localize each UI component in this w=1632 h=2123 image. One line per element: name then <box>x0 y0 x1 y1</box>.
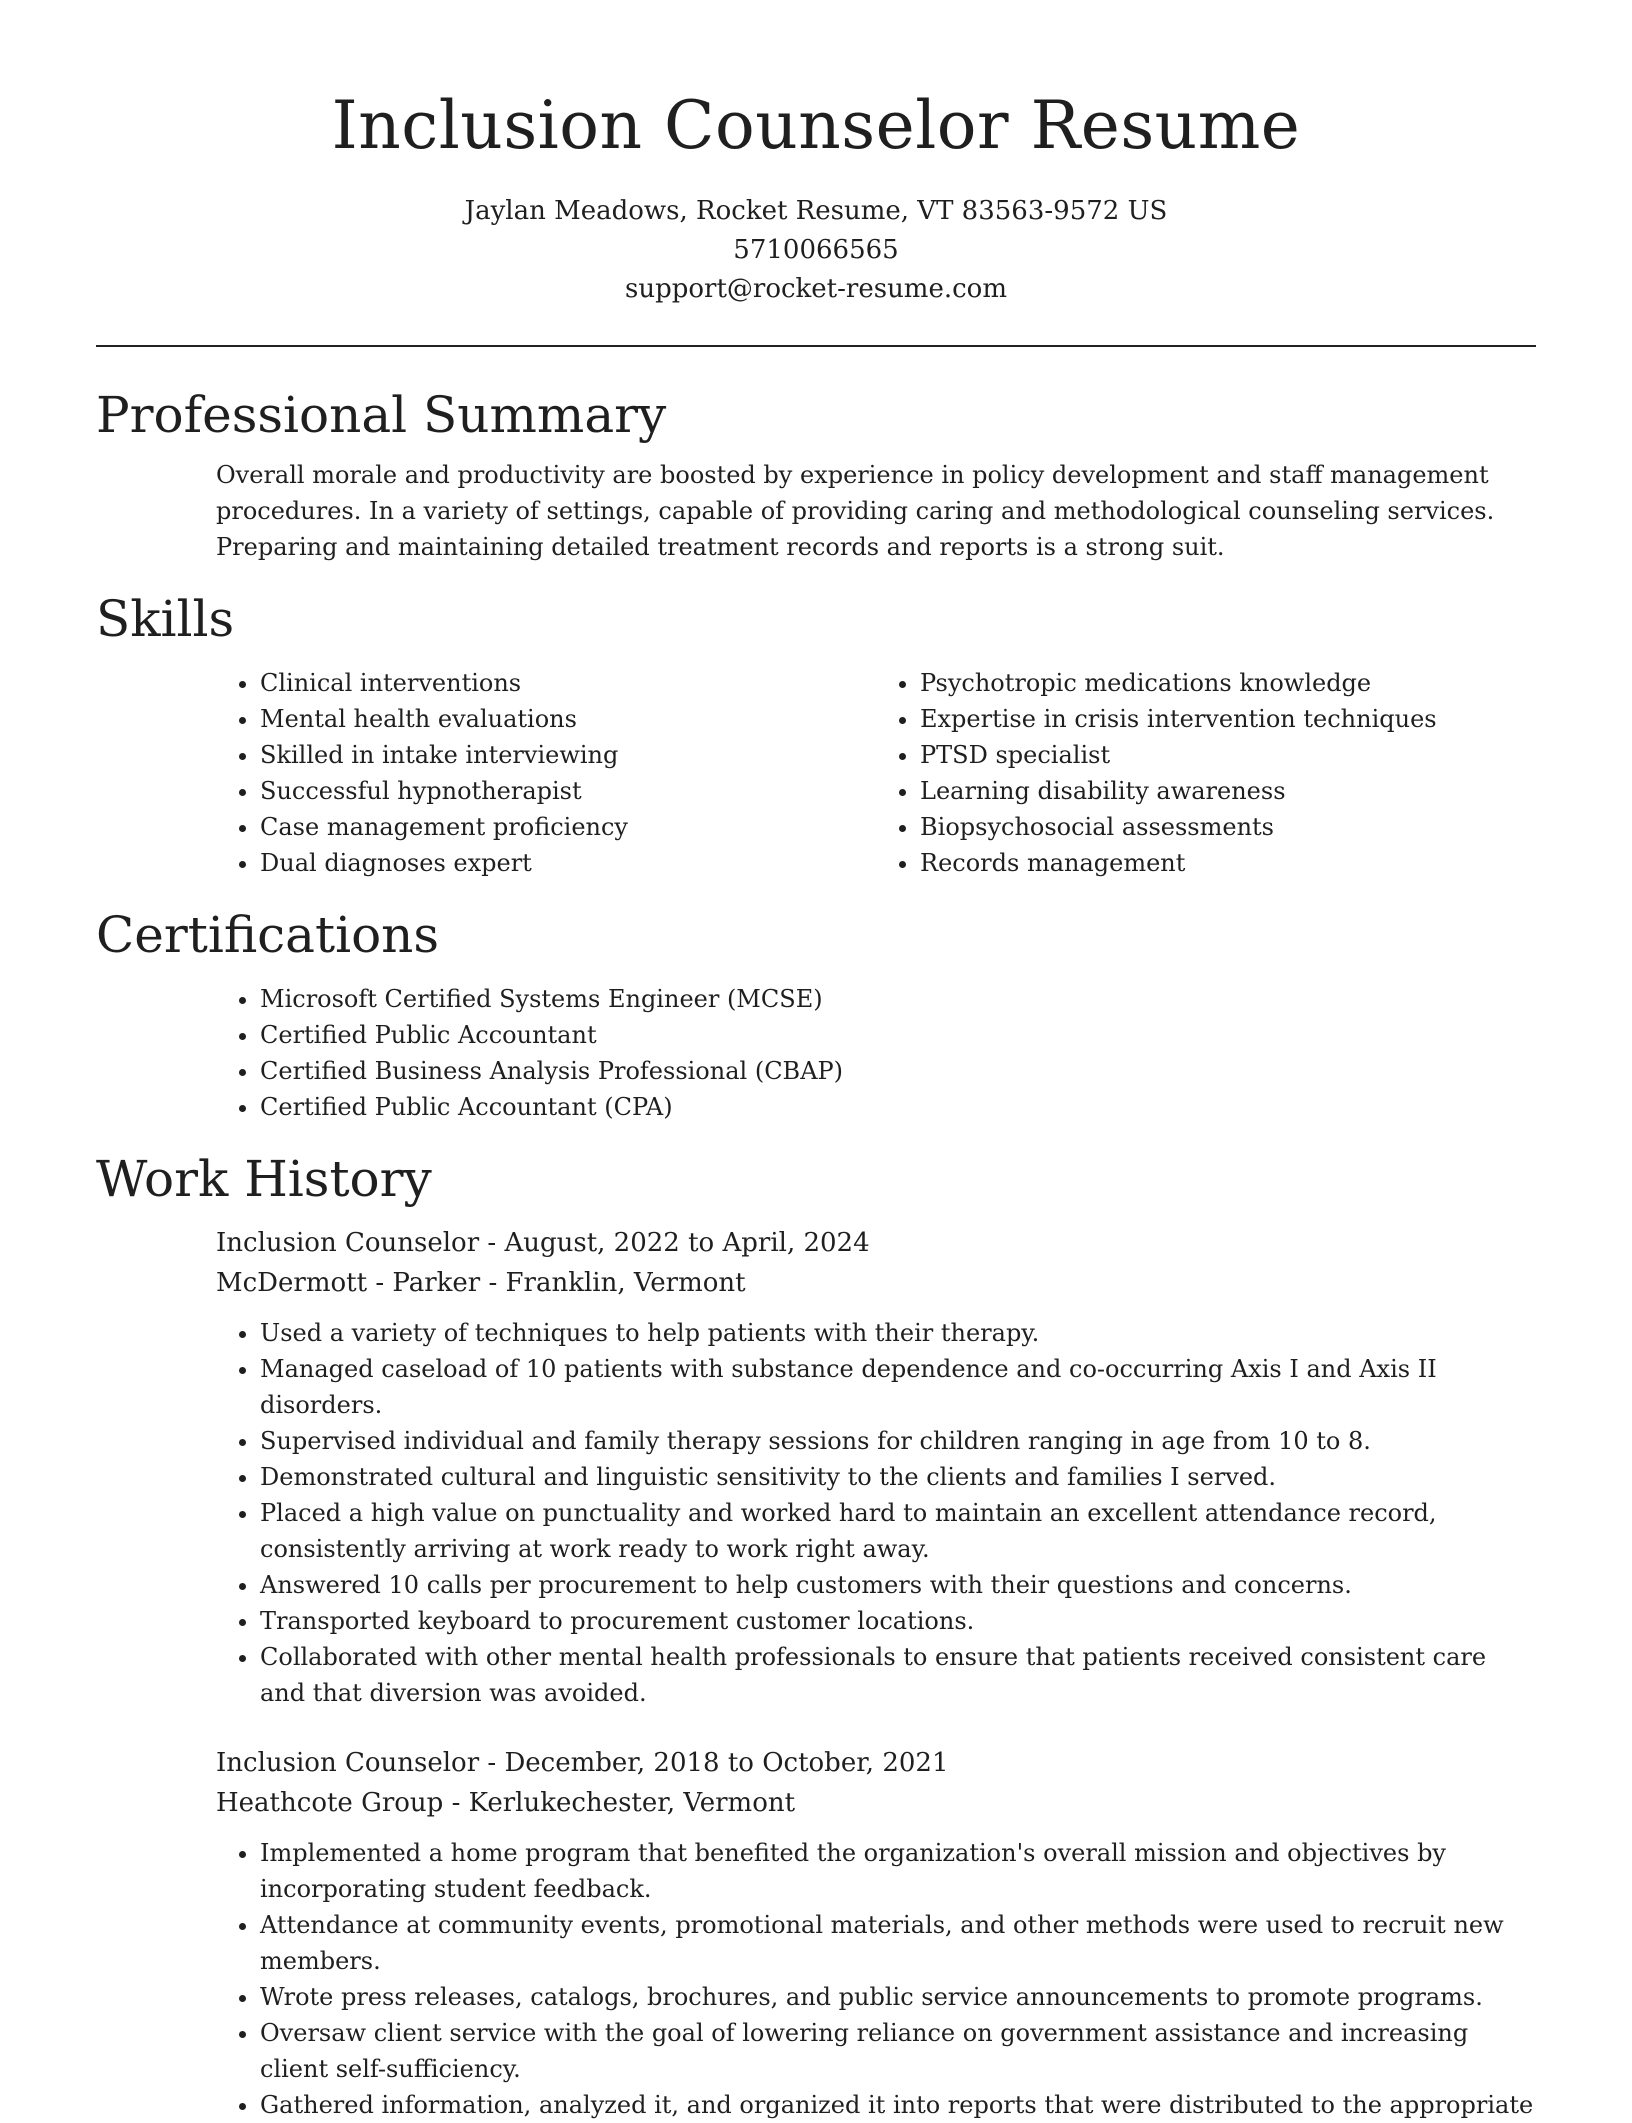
job-dates: - December, 2018 to October, 2021 <box>479 1748 949 1778</box>
certification-item: • Certified Business Analysis Professional (CBAP) <box>260 1053 1536 1089</box>
resume-header <box>96 82 1536 309</box>
resume-title: Inclusion Counselor Resume <box>331 87 1301 164</box>
skill-item: • Skilled in intake interviewing <box>260 737 876 773</box>
certifications-section <box>96 903 1536 1125</box>
skills-section <box>96 587 1536 881</box>
job-duty: • Managed caseload of 10 patients with substance dependence and co-occurring Axis I and Axis II disorders. <box>260 1351 1536 1423</box>
skill-item: • Case management proficiency <box>260 809 876 845</box>
certification-item: • Microsoft Certified Systems Engineer (MCSE) <box>260 981 1536 1017</box>
summary-text: Overall morale and productivity are boosted by experience in policy development and staff management procedures. In a variety of settings, capable of providing caring and methodological counseling services. Preparing and maintaining detailed treatment records and reports is a strong suit. <box>216 461 1495 561</box>
job-duties-list <box>216 1315 1536 1711</box>
job-title-line <box>216 1223 1536 1263</box>
job-location: - Kerlukechester, Vermont <box>443 1788 796 1818</box>
skill-item: • Expertise in crisis intervention techniques <box>920 701 1536 737</box>
job-employer-line <box>216 1783 1536 1823</box>
job-duties-list <box>216 1835 1536 2123</box>
skill-item: • Dual diagnoses expert <box>260 845 876 881</box>
job-duty: • Wrote press releases, catalogs, brochures, and public service announcements to promote programs. <box>260 1979 1536 2015</box>
job-duty: • Attendance at community events, promotional materials, and other methods were used to recruit new members. <box>260 1907 1536 1979</box>
skills-left-column <box>216 665 876 881</box>
job-duty: • Supervised individual and family therapy sessions for children ranging in age from 10 to 8. <box>260 1423 1536 1459</box>
job-duty: • Gathered information, analyzed it, and organized it into reports that were distributed to the appropriate <box>260 2087 1536 2123</box>
skill-item: • Mental health evaluations <box>260 701 876 737</box>
job-duty: • Answered 10 calls per procurement to help customers with their questions and concerns. <box>260 1567 1536 1603</box>
job-title: Inclusion Counselor <box>216 1228 480 1258</box>
skill-item: • PTSD specialist <box>920 737 1536 773</box>
skill-item: • Learning disability awareness <box>920 773 1536 809</box>
job-title: Inclusion Counselor <box>216 1748 480 1778</box>
skill-item: • Biopsychosocial assessments <box>920 809 1536 845</box>
skill-item: • Clinical interventions <box>260 665 876 701</box>
skill-item: • Records management <box>920 845 1536 881</box>
contact-address: Jaylan Meadows, Rocket Resume, VT 83563-9572 US <box>464 196 1168 226</box>
contact-phone: 5710066565 <box>733 235 899 265</box>
job-duty: • Transported keyboard to procurement customer locations. <box>260 1603 1536 1639</box>
skills-right-column <box>876 665 1536 881</box>
certifications-list <box>216 981 1536 1125</box>
job-duty: • Oversaw client service with the goal of lowering reliance on government assistance and increasing client self-sufficiency. <box>260 2015 1536 2087</box>
section-heading: Skills <box>96 590 235 648</box>
skills-columns <box>216 665 1536 881</box>
work-history-section <box>96 1147 1536 2123</box>
resume-page <box>96 0 1536 2123</box>
job-entry <box>216 1223 1536 1711</box>
job-duty: • Implemented a home program that benefited the organization's overall mission and objectives by incorporating student feedback. <box>260 1835 1536 1907</box>
job-duty: • Placed a high value on punctuality and worked hard to maintain an excellent attendance record, consistently arriving at work ready to work right away. <box>260 1495 1536 1567</box>
job-company: Heathcote Group <box>216 1788 444 1818</box>
professional-summary-section <box>96 383 1536 565</box>
section-heading: Professional Summary <box>96 386 667 444</box>
job-location: - Franklin, Vermont <box>480 1268 746 1298</box>
job-duty: • Collaborated with other mental health professionals to ensure that patients received consistent care and that diversion was avoided. <box>260 1639 1536 1711</box>
skill-item: • Successful hypnotherapist <box>260 773 876 809</box>
section-heading: Certifications <box>96 906 440 964</box>
contact-email: support@rocket-resume.com <box>624 274 1007 304</box>
job-employer-line <box>216 1263 1536 1303</box>
job-entry <box>216 1743 1536 2123</box>
header-divider <box>96 345 1536 347</box>
certification-item: • Certified Public Accountant (CPA) <box>260 1089 1536 1125</box>
skill-item: • Psychotropic medications knowledge <box>920 665 1536 701</box>
section-heading: Work History <box>96 1150 432 1208</box>
certification-item: • Certified Public Accountant <box>260 1017 1536 1053</box>
job-title-line <box>216 1743 1536 1783</box>
job-dates: - August, 2022 to April, 2024 <box>479 1228 870 1258</box>
job-duty: • Demonstrated cultural and linguistic sensitivity to the clients and families I served. <box>260 1459 1536 1495</box>
job-company: McDermott - Parker <box>216 1268 481 1298</box>
job-duty: • Used a variety of techniques to help patients with their therapy. <box>260 1315 1536 1351</box>
